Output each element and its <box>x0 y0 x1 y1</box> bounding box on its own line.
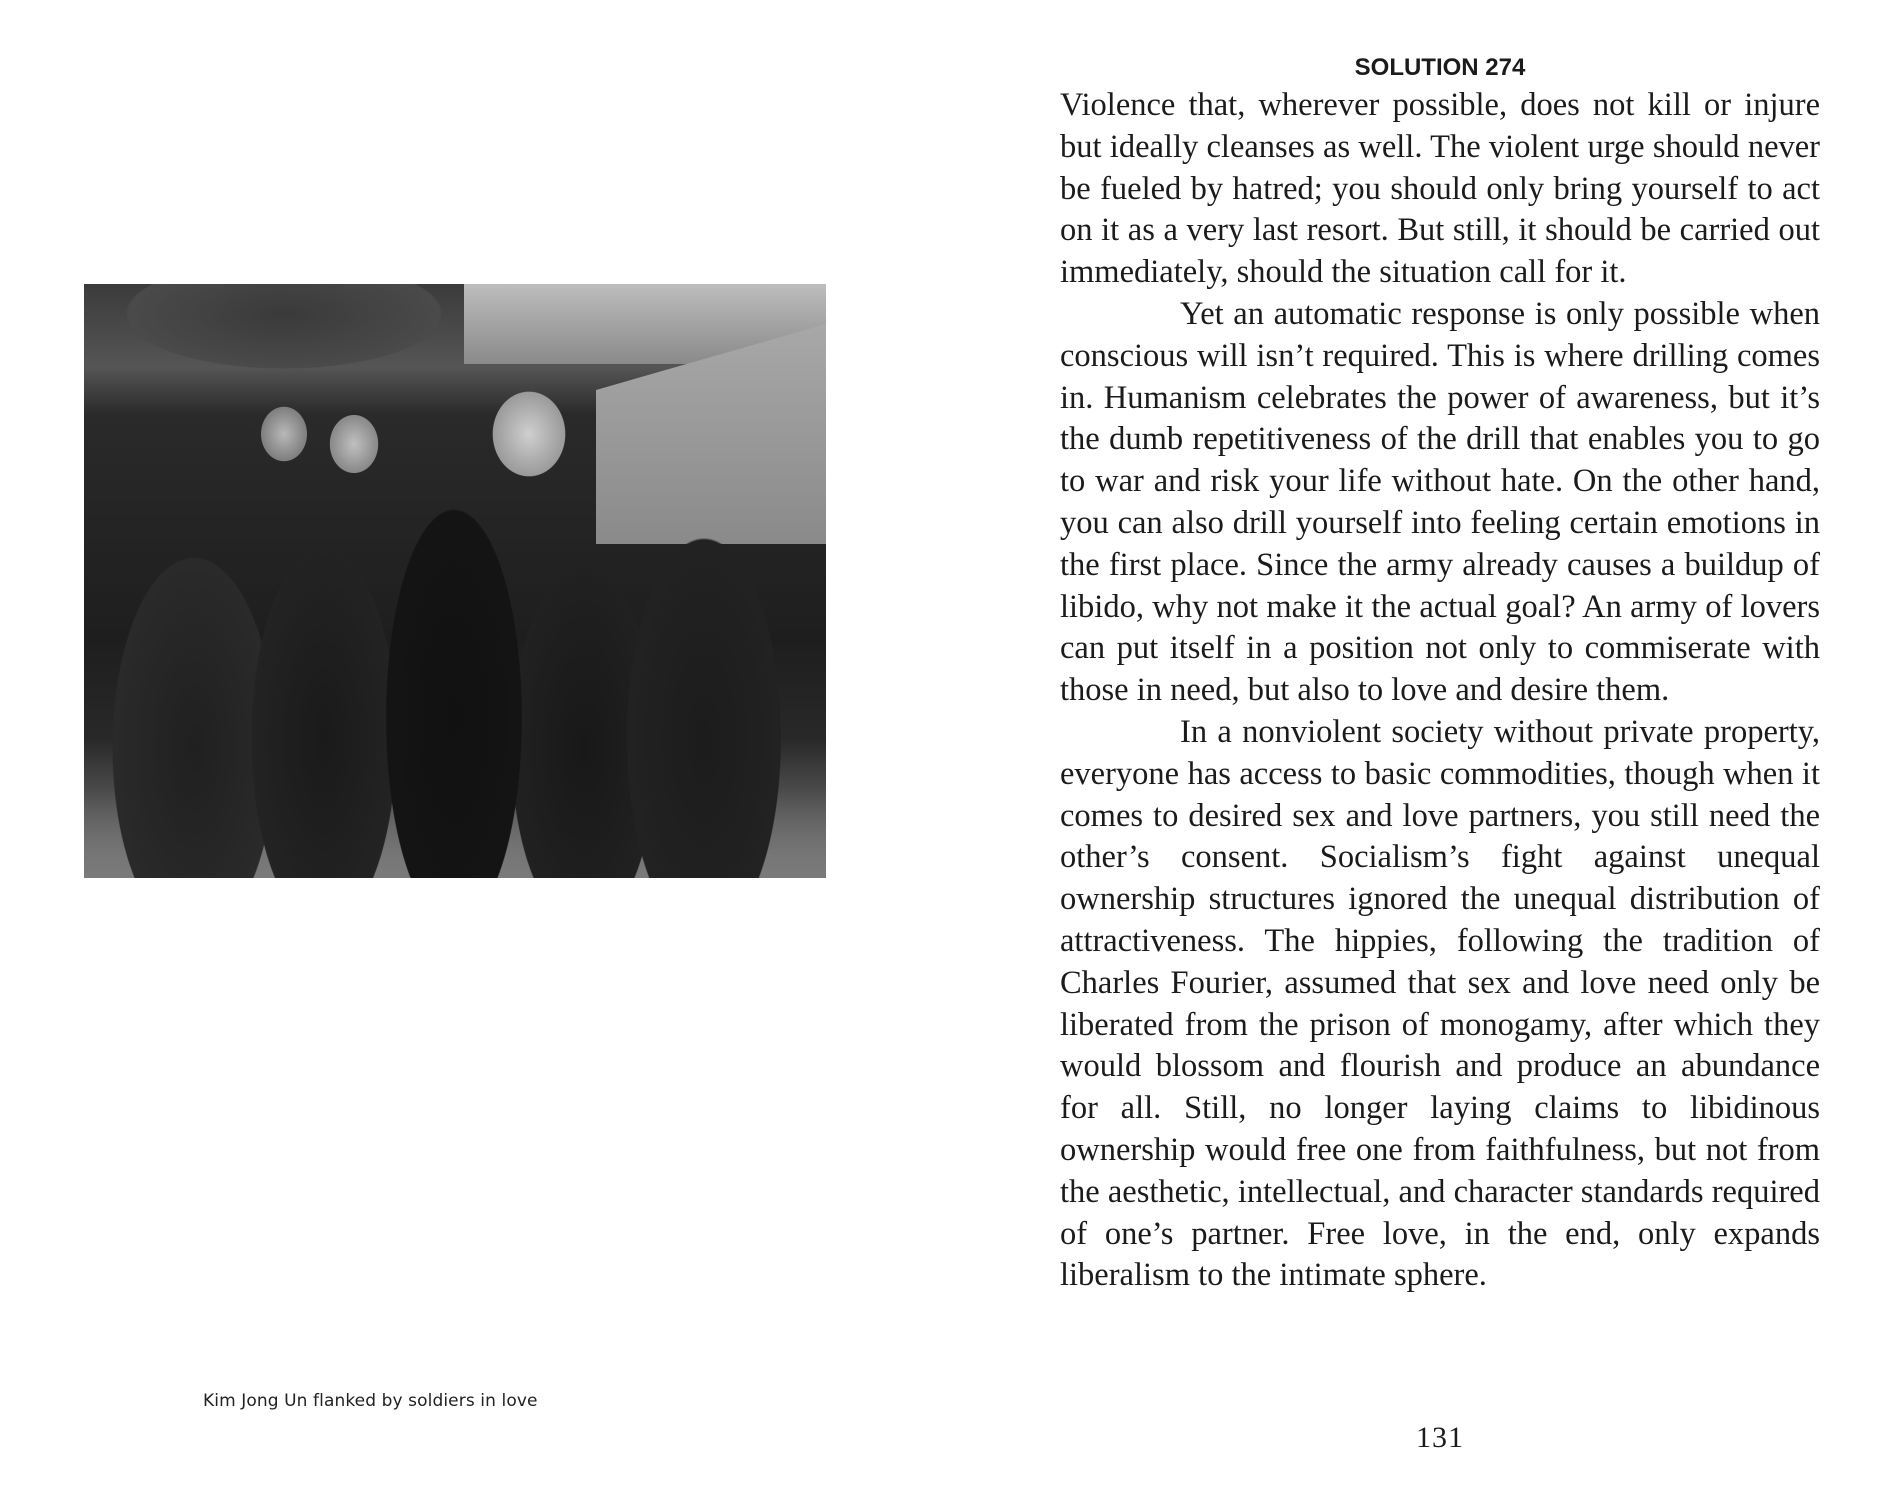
page-number: 131 <box>1416 1421 1464 1454</box>
photo-crowd <box>84 418 826 878</box>
photo-kim-jong-un-soldiers <box>84 284 826 878</box>
paragraph-3: In a nonviolent society without private property, everyone has access to basic commodities, though when it comes to desired sex and love partners, you still need the other’s consent. Socialism’s fight against unequal ownership structures ignored the unequal distribution of attractiveness. The hippies, following the tradition of Charles Fourier, assumed that sex and love need only be liberated from the prison of monogamy, after which they would blossom and flourish and produce an abundance for all. Still, no longer laying claims to libidinous ownership would free one from faithfulness, but not from the aesthetic, intellectual, and character standards required of one’s partner. Free love, in the end, only expands liberalism to the intimate sphere. <box>1060 713 1820 1294</box>
section-heading: SOLUTION 274 <box>1354 54 1526 81</box>
paragraph-2: Yet an automatic response is only possible when conscious will isn’t required. This is where drilling comes in. Humanism celebrates the power of awareness, but it’s the dumb repetitiveness of the drill that enables you to go to war and risk your life without hate. On the other hand, you can also drill yourself into feeling certain emotions in the first place. Since the army already causes a buildup of libido, why not make it the actual goal? An army of lovers can put itself in a position not only to commiserate with those in need, but also to love and desire them. <box>1060 295 1820 709</box>
photo-caption: Kim Jong Un flanked by soldiers in love <box>203 1391 538 1411</box>
body-text <box>1060 85 1820 1297</box>
paragraph-1: Violence that, wherever possible, does not kill or injure but ideally cleanses as well. The violent urge should never be fueled by hatred; you should only bring yourself to act on it as a very last resort. But still, it should be carried out immediately, should the situation call for it. <box>1060 87 1820 291</box>
